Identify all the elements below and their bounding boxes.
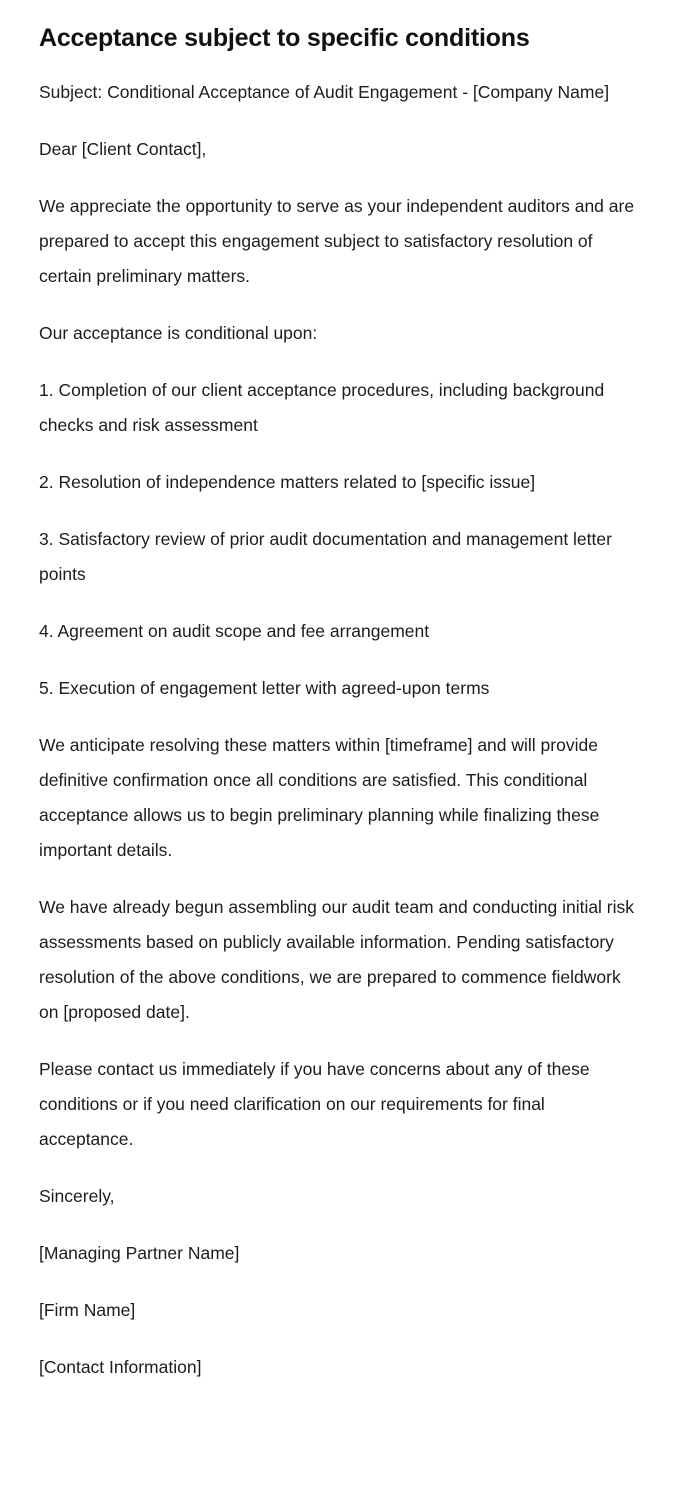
paragraph-subject-line: Subject: Conditional Acceptance of Audit Engagement - [Company Name] xyxy=(39,82,610,102)
list-item-condition-1: 1. Completion of our client acceptance procedures, including background checks and risk assessment xyxy=(39,380,605,435)
paragraph-salutation: Dear [Client Contact], xyxy=(39,139,207,159)
paragraph-conditions-intro: Our acceptance is conditional upon: xyxy=(39,323,318,343)
paragraph-timeline: We anticipate resolving these matters within [timeframe] and will provide definitive confirmation once all conditions are satisfied. This conditional acceptance allows us to begin preliminary planning while finalizing these important details. xyxy=(39,735,600,860)
paragraph-preparations: We have already begun assembling our audit team and conducting initial risk assessments based on publicly available information. Pending satisfactory resolution of the above conditions, we are prepared to commence fieldwork on [proposed date]. xyxy=(39,897,635,1022)
list-item-condition-5: 5. Execution of engagement letter with agreed-upon terms xyxy=(39,678,490,698)
signature-firm-name: [Firm Name] xyxy=(39,1300,136,1320)
list-item-condition-3: 3. Satisfactory review of prior audit documentation and management letter points xyxy=(39,529,612,584)
signature-partner-name: [Managing Partner Name] xyxy=(39,1243,240,1263)
signature-contact-information: [Contact Information] xyxy=(39,1357,202,1377)
page-title: Acceptance subject to specific conditions xyxy=(39,24,530,52)
paragraph-opening-statement: We appreciate the opportunity to serve as your independent auditors and are prepared to accept this engagement subject to satisfactory resolution of certain preliminary matters. xyxy=(39,196,635,286)
paragraph-contact-request: Please contact us immediately if you have concerns about any of these conditions or if you need clarification on our requirements for final acceptance. xyxy=(39,1059,590,1149)
list-item-condition-2: 2. Resolution of independence matters related to [specific issue] xyxy=(39,472,536,492)
list-item-condition-4: 4. Agreement on audit scope and fee arrangement xyxy=(39,621,430,641)
paragraph-closing: Sincerely, xyxy=(39,1186,115,1206)
